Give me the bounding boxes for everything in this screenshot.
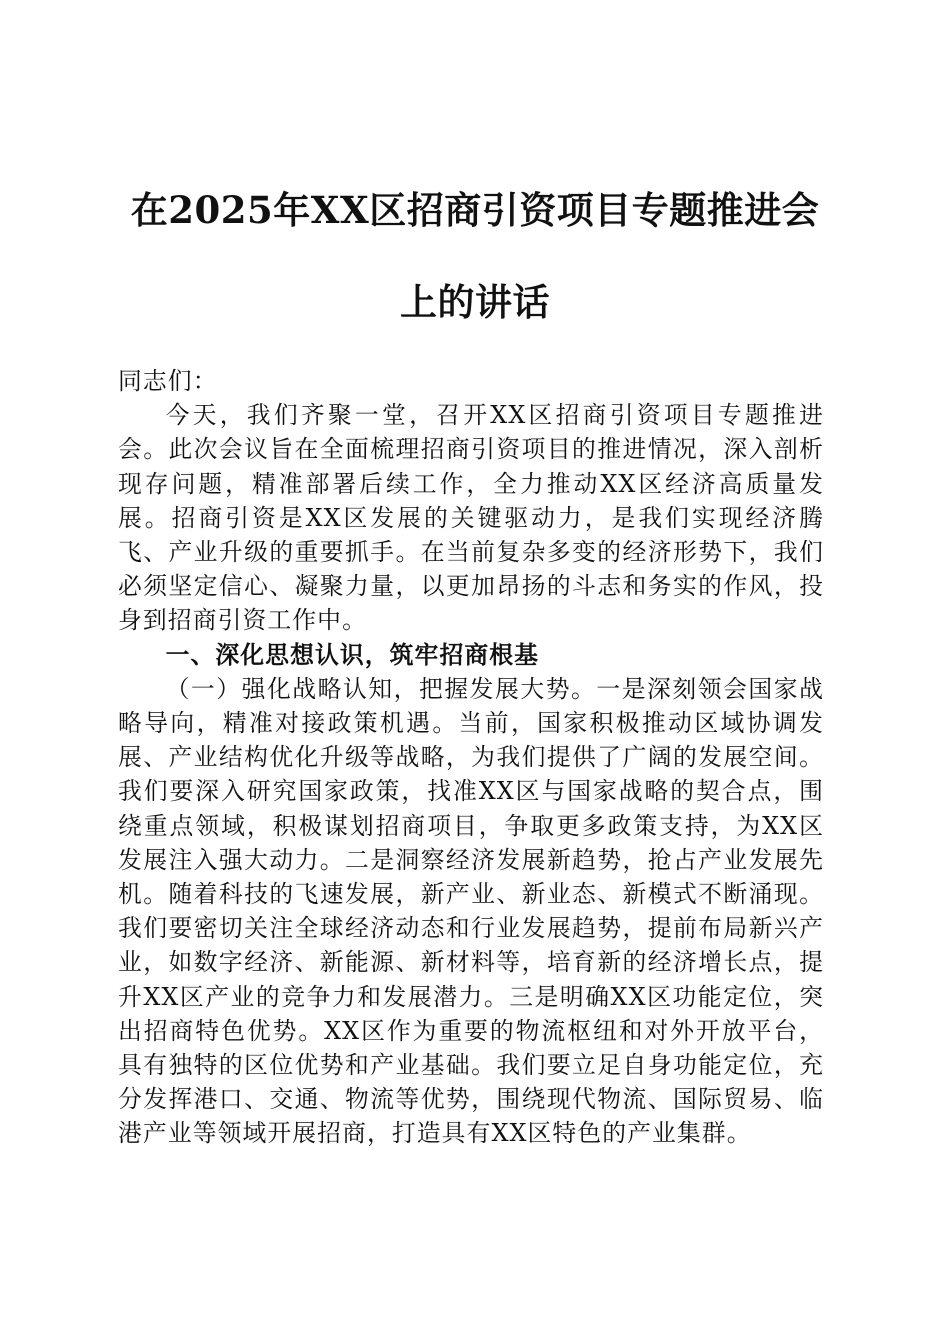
document-title: 在2025年XX区招商引资项目专题推进会上的讲话 xyxy=(130,188,820,324)
section-heading: 一、深化思想认识，筑牢招商根基 xyxy=(165,640,540,669)
document-body xyxy=(118,364,824,1151)
intro-paragraph: 今天，我们齐聚一堂，召开XX区招商引资项目专题推进会。此次会议旨在全面梳理招商引资项目的推进情况，深入剖析现存问题，精准部署后续工作，全力推动XX区经济高质量发展。招商引资是XX区发展的关键驱动力，是我们实现经济腾飞、产业升级的重要抓手。在当前复杂多变的经济形势下，我们必须坚定信心、凝聚力量，以更加昂扬的斗志和务实的作风，投身到招商引资工作中。 xyxy=(118,401,824,635)
subsection-body: 一是深刻领会国家战略导向，精准对接政策机遇。当前，国家积极推动区域协调发展、产业结构优化升级等战略，为我们提供了广阔的发展空间。我们要深入研究国家政策，找准XX区与国家战略的契合点，围绕重点领域，积极谋划招商项目，争取更多政策支持，为XX区发展注入强大动力。二是洞察经济发展新趋势，抢占产业发展先机。随着科技的飞速发展，新产业、新业态、新模式不断涌现。我们要密切关注全球经济动态和行业发展趋势，提前布局新兴产业，如数字经济、新能源、新材料等，培育新的经济增长点，提升XX区产业的竞争力和发展潜力。三是明确XX区功能定位，突出招商特色优势。XX区作为重要的物流枢纽和对外开放平台，具有独特的区位优势和产业基础。我们要立足自身功能定位，充分发挥港口、交通、物流等优势，围绕现代物流、国际贸易、临港产业等领域开展招商，打造具有XX区特色的产业集群。 xyxy=(118,674,824,1148)
subsection-heading: （一）强化战略认知，把握发展大势。 xyxy=(165,674,597,703)
salutation: 同志们： xyxy=(118,367,218,395)
section-paragraph xyxy=(118,672,824,1151)
